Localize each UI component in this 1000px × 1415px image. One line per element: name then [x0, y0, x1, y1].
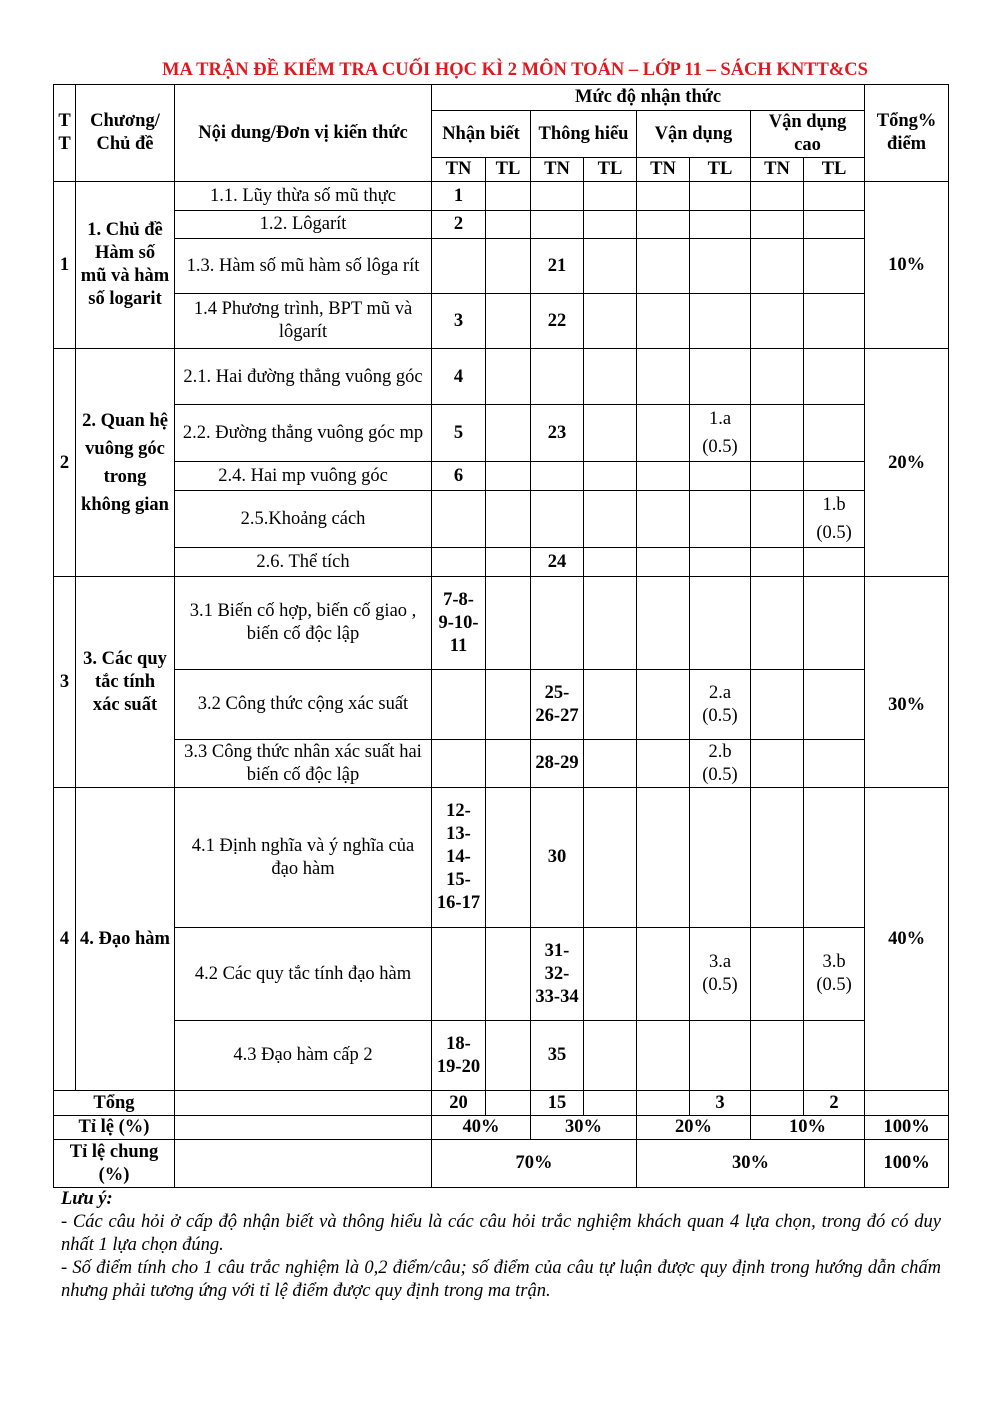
exam-matrix-table: [53, 84, 949, 1188]
content-cell: 4.3 Đạo hàm cấp 2: [175, 1021, 432, 1091]
table-row: [54, 577, 949, 670]
table-row: [54, 405, 949, 462]
content-cell: 2.1. Hai đường thẳng vuông góc: [175, 349, 432, 405]
recognition-tn-cell: 7-8-9-10-11: [432, 577, 486, 670]
understanding-tn-cell: 21: [531, 239, 584, 294]
table-row: [54, 1021, 949, 1091]
high-application-tl-cell: 3.b (0.5): [804, 928, 865, 1021]
table-row: [54, 740, 949, 788]
table-row: [54, 239, 949, 294]
recognition-tn-cell: 18-19-20: [432, 1021, 486, 1091]
chapter-percent: 10%: [865, 182, 949, 349]
totals-application-tl: 3: [690, 1091, 751, 1116]
content-cell: 1.1. Lũy thừa số mũ thực: [175, 182, 432, 211]
header-tn: TN: [751, 158, 804, 182]
table-row: [54, 928, 949, 1021]
header-row-1: [54, 85, 949, 111]
chapter-number: 1: [54, 182, 76, 349]
chapter-name: 4. Đạo hàm: [76, 788, 175, 1091]
content-cell: 3.1 Biến cố hợp, biến cố giao , biến cố độc lập: [175, 577, 432, 670]
application-tl-cell: 1.a (0.5): [690, 405, 751, 462]
content-cell: 2.6. Thể tích: [175, 548, 432, 577]
page-title: MA TRẬN ĐỀ KIỂM TRA CUỐI HỌC KÌ 2 MÔN TOÁN – LỚP 11 – SÁCH KNTT&CS: [162, 60, 868, 80]
understanding-tn-cell: 22: [531, 294, 584, 349]
table-row: [54, 182, 949, 211]
content-cell: 2.4. Hai mp vuông góc: [175, 462, 432, 491]
table-row: [54, 670, 949, 740]
table-row: [54, 349, 949, 405]
ratio-application: 20%: [637, 1116, 751, 1140]
header-application: Vận dụng: [637, 111, 751, 158]
totals-recognition-tn: 20: [432, 1091, 486, 1116]
totals-high-application-tl: 2: [804, 1091, 865, 1116]
understanding-tn-cell: 31-32-33-34: [531, 928, 584, 1021]
recognition-tn-cell: 3: [432, 294, 486, 349]
content-cell: 1.2. Lôgarít: [175, 211, 432, 239]
totals-row: [54, 1091, 949, 1116]
table-row: [54, 788, 949, 928]
chapter-name: 1. Chủ đề Hàm số mũ và hàm số logarit: [76, 182, 175, 349]
table-row: [54, 211, 949, 239]
chapter-percent: 40%: [865, 788, 949, 1091]
application-tl-cell: 2.a (0.5): [690, 670, 751, 740]
recognition-tn-cell: 1: [432, 182, 486, 211]
application-tl-cell: 3.a (0.5): [690, 928, 751, 1021]
content-cell: 1.4 Phương trình, BPT mũ và lôgarít: [175, 294, 432, 349]
overall-ratio-row: [54, 1140, 949, 1188]
content-cell: 1.3. Hàm số mũ hàm số lôga rít: [175, 239, 432, 294]
table-row: [54, 491, 949, 548]
content-cell: 4.2 Các quy tắc tính đạo hàm: [175, 928, 432, 1021]
overall-applied: 30%: [637, 1140, 865, 1188]
header-tl: TL: [486, 158, 531, 182]
recognition-tn-cell: [432, 239, 486, 294]
notes-section: [61, 1188, 941, 1303]
understanding-tn-cell: 35: [531, 1021, 584, 1091]
content-cell: 2.5.Khoảng cách: [175, 491, 432, 548]
header-recognition: Nhận biết: [432, 111, 531, 158]
totals-label: Tổng: [54, 1091, 175, 1116]
header-tn: TN: [637, 158, 690, 182]
header-tt: T T: [54, 85, 76, 182]
high-application-tl-cell: 1.b (0.5): [804, 491, 865, 548]
chapter-name: 3. Các quy tắc tính xác suất: [76, 577, 175, 788]
header-tl: TL: [690, 158, 751, 182]
header-tn: TN: [432, 158, 486, 182]
table-row: [54, 548, 949, 577]
header-cognitive-level: Mức độ nhận thức: [432, 85, 865, 111]
header-chapter: Chương/ Chủ đề: [76, 85, 175, 182]
chapter-number: 2: [54, 349, 76, 577]
content-cell: 3.3 Công thức nhân xác suất hai biến cố độc lập: [175, 740, 432, 788]
content-cell: 4.1 Định nghĩa và ý nghĩa của đạo hàm: [175, 788, 432, 928]
content-cell: 3.2 Công thức cộng xác suất: [175, 670, 432, 740]
header-tl: TL: [804, 158, 865, 182]
recognition-tn-cell: 12-13-14-15-16-17: [432, 788, 486, 928]
recognition-tn-cell: 4: [432, 349, 486, 405]
recognition-tn-cell: 5: [432, 405, 486, 462]
table-row: [54, 462, 949, 491]
ratio-high-application: 10%: [751, 1116, 865, 1140]
overall-basic: 70%: [432, 1140, 637, 1188]
recognition-tn-cell: 2: [432, 211, 486, 239]
understanding-tn-cell: 24: [531, 548, 584, 577]
overall-total: 100%: [865, 1140, 949, 1188]
application-tl-cell: 2.b (0.5): [690, 740, 751, 788]
chapter-percent: 30%: [865, 577, 949, 788]
chapter-number: 4: [54, 788, 76, 1091]
note-item: - Các câu hỏi ở cấp độ nhận biết và thông hiểu là các câu hỏi trắc nghiệm khách quan 4 lựa chọn, trong đó có duy nhất 1 lựa chọn đúng.: [61, 1212, 941, 1255]
understanding-tn-cell: 28-29: [531, 740, 584, 788]
understanding-tn-cell: 23: [531, 405, 584, 462]
chapter-name: 2. Quan hệ vuông góc trong không gian: [76, 349, 175, 577]
table-row: [54, 294, 949, 349]
header-understanding: Thông hiểu: [531, 111, 637, 158]
ratio-label: Tỉ lệ (%): [54, 1116, 175, 1140]
header-tl: TL: [584, 158, 637, 182]
header-total-percent: Tổng% điểm: [865, 85, 949, 182]
notes-heading: Lưu ý:: [61, 1189, 113, 1209]
chapter-number: 3: [54, 577, 76, 788]
chapter-percent: 20%: [865, 349, 949, 577]
header-tn: TN: [531, 158, 584, 182]
note-item: - Số điểm tính cho 1 câu trắc nghiệm là 0,2 điểm/câu; số điểm của câu tự luận được quy định trong hướng dẫn chấm nhưng phải tương ứng với tỉ lệ điểm được quy định trong ma trận.: [61, 1258, 941, 1301]
ratio-total: 100%: [865, 1116, 949, 1140]
overall-label: Tỉ lệ chung (%): [54, 1140, 175, 1188]
understanding-tn-cell: 30: [531, 788, 584, 928]
header-content: Nội dung/Đơn vị kiến thức: [175, 85, 432, 182]
ratio-row: [54, 1116, 949, 1140]
header-high-application: Vận dụng cao: [751, 111, 865, 158]
ratio-recognition: 40%: [432, 1116, 531, 1140]
ratio-understanding: 30%: [531, 1116, 637, 1140]
understanding-tn-cell: 25-26-27: [531, 670, 584, 740]
totals-understanding-tn: 15: [531, 1091, 584, 1116]
recognition-tn-cell: 6: [432, 462, 486, 491]
content-cell: 2.2. Đường thẳng vuông góc mp: [175, 405, 432, 462]
